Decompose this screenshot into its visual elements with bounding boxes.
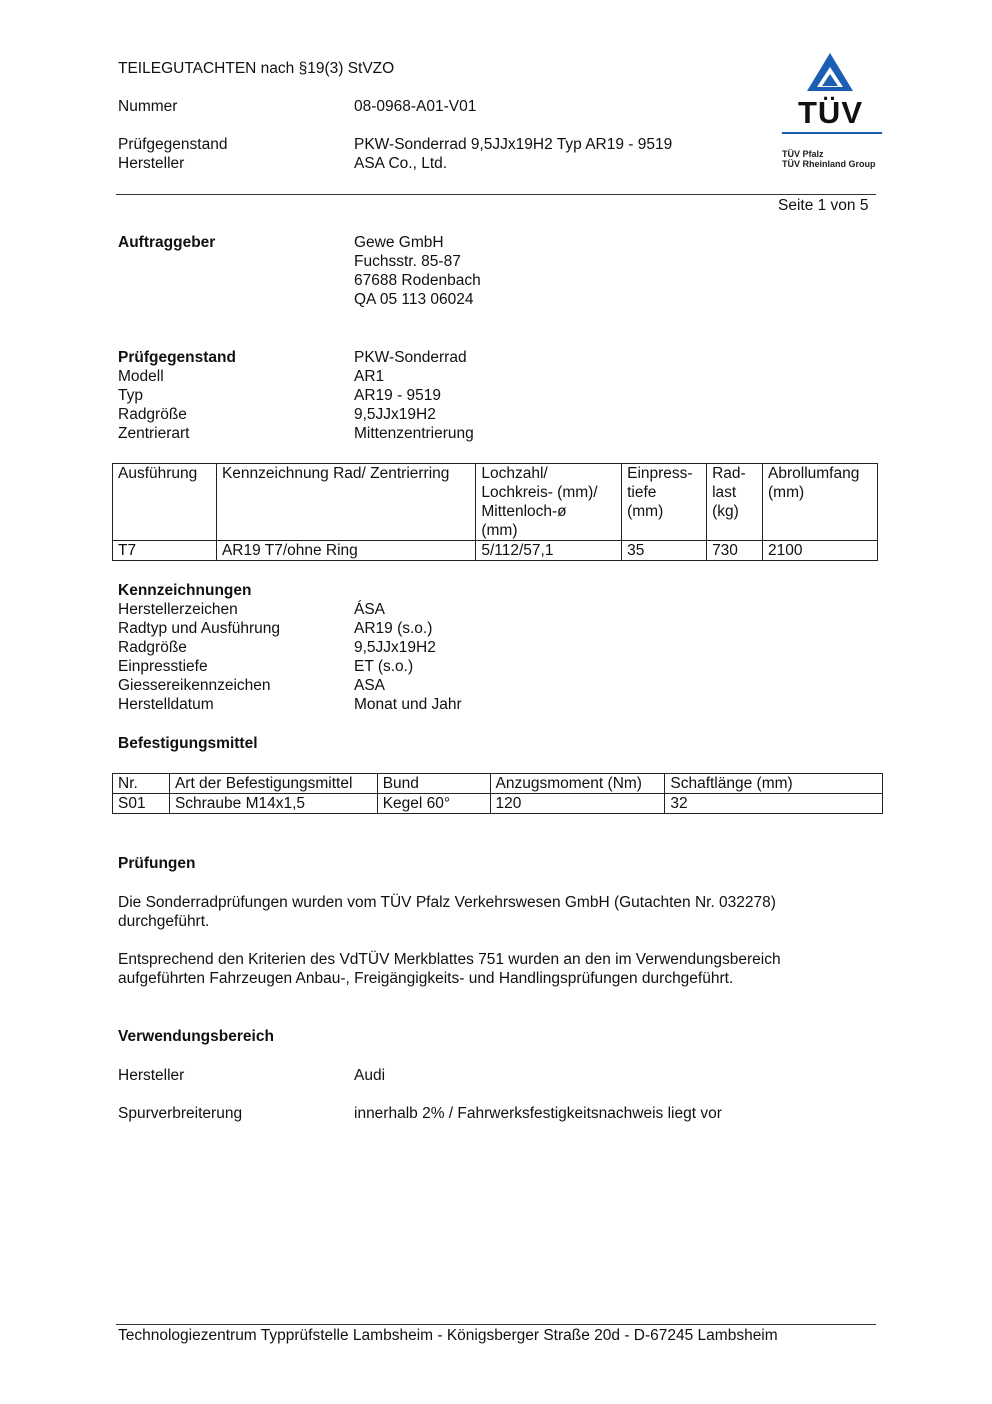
- kz-value: ET (s.o.): [354, 658, 414, 675]
- pruefgegenstand-values: [354, 348, 474, 443]
- table-cell: AR19 T7/ohne Ring: [216, 541, 475, 561]
- pruefgegenstand-label: Prüfgegenstand: [118, 136, 228, 153]
- table-header-cell: Art der Befestigungsmittel: [169, 774, 377, 794]
- table-header-cell: Anzugsmoment (Nm): [490, 774, 665, 794]
- auftraggeber-line: QA 05 113 06024: [354, 291, 474, 308]
- pruefgegenstand-value: PKW-Sonderrad 9,5JJx19H2 Typ AR19 - 9519: [354, 136, 673, 153]
- table-cell: 730: [707, 541, 763, 561]
- table-header-cell: Schaftlänge (mm): [665, 774, 883, 794]
- nummer-value: 08-0968-A01-V01: [354, 98, 477, 115]
- table-cell: Schraube M14x1,5: [169, 794, 377, 814]
- paragraph-line: Entsprechend den Kriterien des VdTÜV Merkblattes 751 wurden an den im Verwendungsbereich: [118, 951, 781, 968]
- table-header-cell: Einpress- tiefe (mm): [622, 464, 707, 541]
- pruefungen-paragraph-1: [118, 893, 776, 931]
- table-header-cell: Rad- last (kg): [707, 464, 763, 541]
- pg-value: 9,5JJx19H2: [354, 406, 436, 423]
- table-header-cell: Kennzeichnung Rad/ Zentrierring: [216, 464, 475, 541]
- kz-label: Herstelldatum: [118, 696, 214, 713]
- pg-label: Modell: [118, 368, 164, 385]
- kz-value: Monat und Jahr: [354, 696, 462, 713]
- kz-label: Radtyp und Ausführung: [118, 620, 281, 637]
- pg-heading-value: PKW-Sonderrad: [354, 349, 467, 366]
- pg-value: Mittenzentrierung: [354, 425, 474, 442]
- table-cell: 35: [622, 541, 707, 561]
- table-row: [113, 541, 878, 561]
- pruefungen-heading: Prüfungen: [118, 855, 196, 872]
- verwendungsbereich-heading: Verwendungsbereich: [118, 1028, 274, 1045]
- kz-label: Radgröße: [118, 639, 187, 656]
- pg-label: Radgröße: [118, 406, 187, 423]
- kz-value: ÁSA: [354, 601, 386, 618]
- paragraph-line: durchgeführt.: [118, 913, 210, 930]
- pg-value: AR1: [354, 368, 385, 385]
- befestigung-heading: Befestigungsmittel: [118, 735, 258, 752]
- table-header-row: [113, 464, 878, 541]
- page-number: Seite 1 von 5: [778, 197, 869, 214]
- table-cell: 2100: [763, 541, 878, 561]
- kz-label: Herstellerzeichen: [118, 601, 238, 618]
- paragraph-line: aufgeführten Fahrzeugen Anbau-, Freigängigkeits- und Handlingsprüfungen durchgeführt.: [118, 970, 734, 987]
- pruefgegenstand-heading: Prüfgegenstand: [118, 349, 236, 366]
- kz-value: AR19 (s.o.): [354, 620, 433, 637]
- tuev-logo-line1: TÜV Pfalz: [782, 149, 824, 159]
- pruefgegenstand-labels: [118, 348, 236, 443]
- kz-label: Giessereikennzeichen: [118, 677, 271, 694]
- auftraggeber-line: 67688 Rodenbach: [354, 272, 481, 289]
- kennzeichnungen-labels: [118, 581, 280, 714]
- table-header-cell: Abrollumfang (mm): [763, 464, 878, 541]
- table-cell: 120: [490, 794, 665, 814]
- table-cell: T7: [113, 541, 217, 561]
- pg-label: Zentrierart: [118, 425, 190, 442]
- table-header-cell: Ausführung: [113, 464, 217, 541]
- table-cell: Kegel 60°: [377, 794, 490, 814]
- header-divider: [116, 194, 876, 195]
- kz-value: ASA: [354, 677, 386, 694]
- pg-label: Typ: [118, 387, 143, 404]
- paragraph-line: Die Sonderradprüfungen wurden vom TÜV Pfalz Verkehrswesen GmbH (Gutachten Nr. 032278): [118, 894, 776, 911]
- table-cell: 32: [665, 794, 883, 814]
- kz-label: Einpresstiefe: [118, 658, 208, 675]
- table-cell: 5/112/57,1: [476, 541, 622, 561]
- footer-divider: [116, 1324, 876, 1325]
- kz-value: 9,5JJx19H2: [354, 639, 436, 656]
- ausfuehrung-table: [112, 463, 878, 561]
- vb-hersteller-label: Hersteller: [118, 1067, 185, 1084]
- kennzeichnungen-values: [354, 600, 462, 714]
- kennzeichnungen-heading: Kennzeichnungen: [118, 582, 252, 599]
- auftraggeber-heading: Auftraggeber: [118, 234, 216, 251]
- table-header-row: [113, 774, 883, 794]
- auftraggeber-line: Gewe GmbH: [354, 234, 444, 251]
- tuev-logo-word: TÜV: [798, 95, 863, 130]
- footer-address: Technologiezentrum Typprüfstelle Lambsheim - Königsberger Straße 20d - D-67245 Lambsheim: [118, 1327, 778, 1344]
- hersteller-value: ASA Co., Ltd.: [354, 155, 448, 172]
- pruefungen-paragraph-2: [118, 950, 781, 988]
- befestigung-table: [112, 773, 883, 814]
- document-title: TEILEGUTACHTEN nach §19(3) StVZO: [118, 60, 395, 77]
- auftraggeber-address: [354, 233, 481, 309]
- table-row: [113, 794, 883, 814]
- pg-value: AR19 - 9519: [354, 387, 442, 404]
- table-cell: S01: [113, 794, 170, 814]
- vb-spurverbreiterung-label: Spurverbreiterung: [118, 1105, 243, 1122]
- vb-hersteller-value: Audi: [354, 1067, 386, 1084]
- table-header-cell: Bund: [377, 774, 490, 794]
- nummer-label: Nummer: [118, 98, 178, 115]
- vb-spurverbreiterung-value: innerhalb 2% / Fahrwerksfestigkeitsnachweis liegt vor: [354, 1105, 722, 1122]
- auftraggeber-line: Fuchsstr. 85-87: [354, 253, 461, 270]
- tuev-logo-line2: TÜV Rheinland Group: [782, 159, 876, 169]
- table-header-cell: Lochzahl/ Lochkreis- (mm)/ Mittenloch-ø (mm): [476, 464, 622, 541]
- table-header-cell: Nr.: [113, 774, 170, 794]
- hersteller-label: Hersteller: [118, 155, 185, 172]
